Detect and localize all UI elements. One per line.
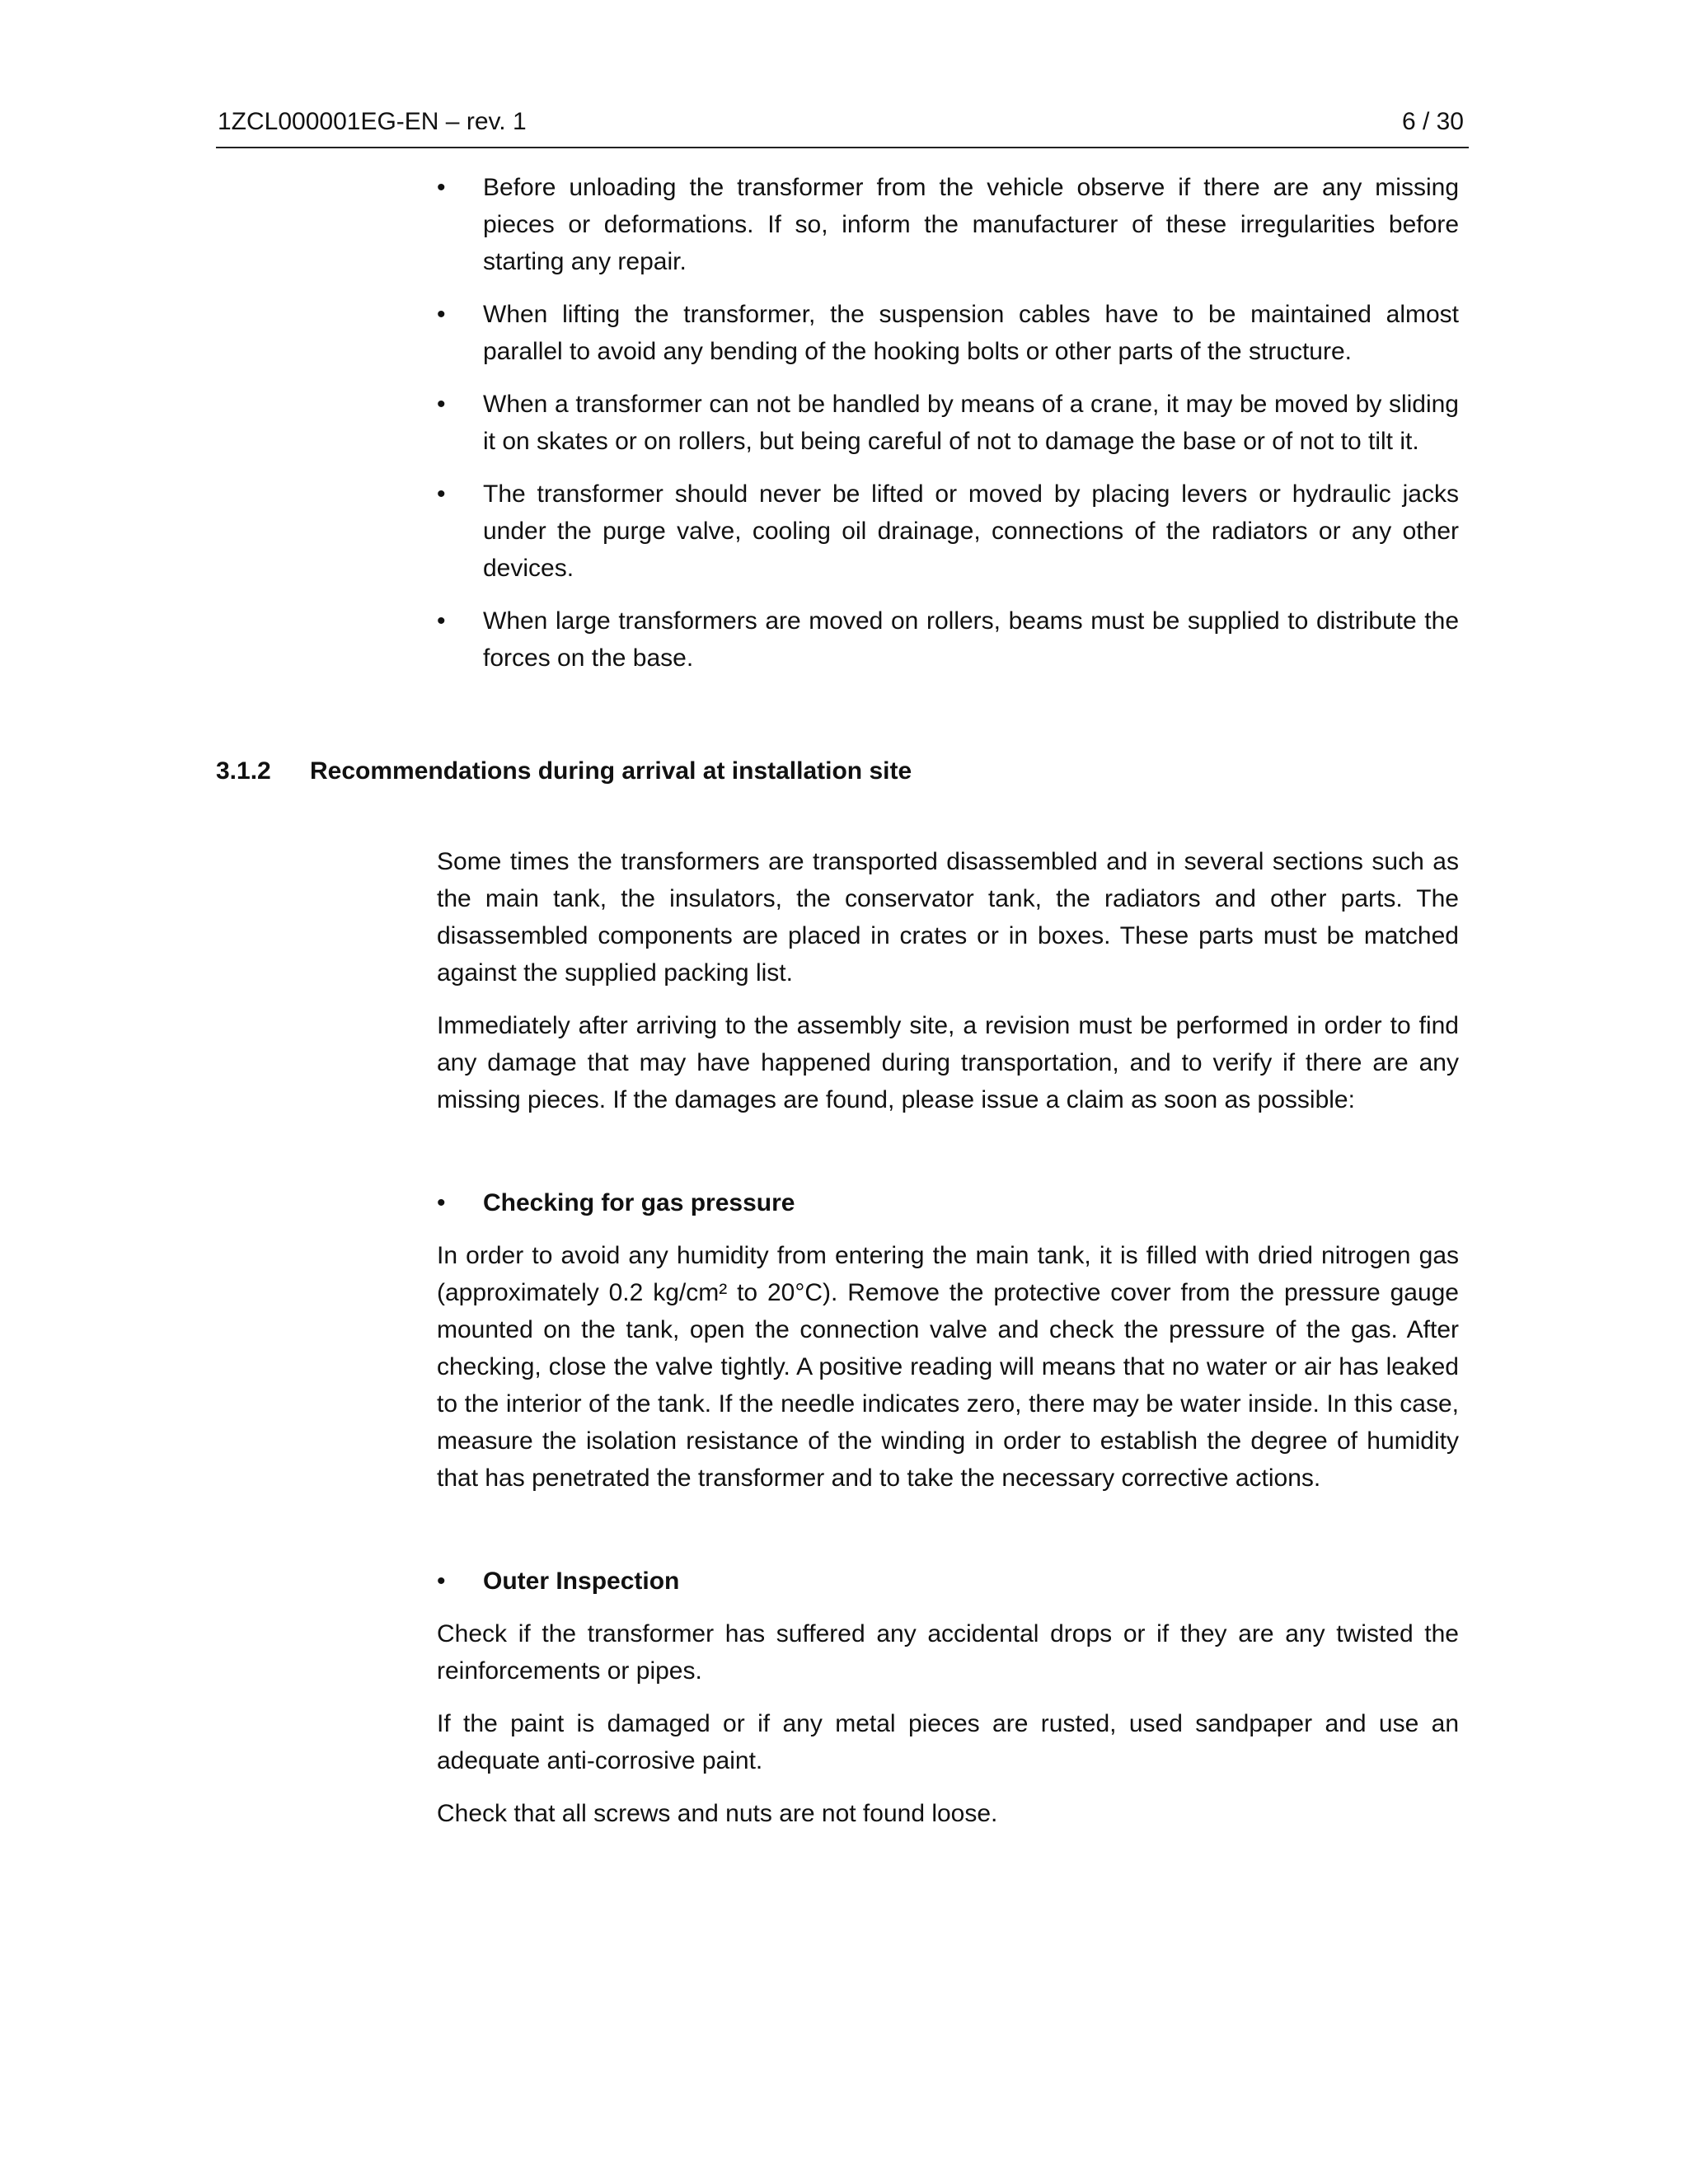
subheading-outer-inspection (437, 1563, 1459, 1600)
list-item-text: When a transformer can not be handled by means of a crane, it may be moved by sliding it on skates or on rollers, but being careful of not to damage the base or of not to tilt it. (483, 391, 1459, 455)
bullet-icon: • (437, 174, 446, 201)
page-number: 6 / 30 (1401, 108, 1464, 135)
list-item (437, 476, 1459, 587)
section-heading (216, 752, 1452, 790)
bullet-icon: • (437, 480, 446, 508)
list-item (437, 169, 1459, 280)
section-number: 3.1.2 (216, 757, 271, 785)
list-item-text: When lifting the transformer, the suspension cables have to be maintained almost parallel to avoid any bending of the hooking bolts or other parts of the structure. (483, 301, 1459, 365)
paragraph-outer-3: Check that all screws and nuts are not found loose. (437, 1800, 998, 1827)
spacer (437, 1134, 1459, 1184)
section-body (437, 843, 1459, 1848)
bullet-icon: • (437, 1568, 446, 1595)
page-header (216, 105, 1469, 148)
bullet-icon: • (437, 1189, 446, 1216)
subheading-text: Checking for gas pressure (483, 1189, 795, 1216)
spacer (437, 1512, 1459, 1563)
paragraph-gas-body: In order to avoid any humidity from entering the main tank, it is filled with dried nitrogen gas (approximately 0.2 kg/cm² to 20°C). Remove the protective cover from the pressure gauge mounted on the tank, open the connection valve and check the pressure of the gas. After checking, close the valve tightly. A positive reading will means that no water or air has leaked to the interior of the tank. If the needle indicates zero, there may be water inside. In this case, measure the isolation resistance of the winding in order to establish the degree of humidity that has penetrated the transformer and to take the necessary corrective actions. (437, 1242, 1459, 1492)
section-title: Recommendations during arrival at installation site (310, 757, 912, 785)
list-item (437, 296, 1459, 370)
paragraph-intro-1: Some times the transformers are transported disassembled and in several sections such as the main tank, the insulators, the conservator tank, the radiators and other parts. The disassembled components are placed in crates or in boxes. These parts must be matched against the supplied packing list. (437, 848, 1459, 987)
subheading-gas-pressure (437, 1184, 1459, 1221)
list-item-text: Before unloading the transformer from the vehicle observe if there are any missing pieces or deformations. If so, inform the manufacturer of these irregularities before starting any repair. (483, 174, 1459, 275)
bullet-icon: • (437, 607, 446, 635)
bullet-icon: • (437, 301, 446, 328)
subheading-text: Outer Inspection (483, 1568, 680, 1595)
bullet-icon: • (437, 391, 446, 418)
list-item (437, 386, 1459, 460)
paragraph-intro-2: Immediately after arriving to the assembly site, a revision must be performed in order to find any damage that may have happened during transportation, and to verify if there are any missing pieces. If the damages are found, please issue a claim as soon as possible: (437, 1012, 1459, 1113)
list-item-text: The transformer should never be lifted or moved by placing levers or hydraulic jacks under the purge valve, cooling oil drainage, connections of the radiators or any other devices. (483, 480, 1459, 582)
paragraph-outer-2: If the paint is damaged or if any metal pieces are rusted, used sandpaper and use an adequate anti-corrosive paint. (437, 1710, 1459, 1774)
list-item (437, 602, 1459, 677)
top-bullet-section (437, 169, 1459, 692)
paragraph-outer-1: Check if the transformer has suffered any accidental drops or if they are any twisted the reinforcements or pipes. (437, 1620, 1459, 1685)
document-id: 1ZCL000001EG-EN – rev. 1 (218, 108, 527, 135)
list-item-text: When large transformers are moved on rollers, beams must be supplied to distribute the forces on the base. (483, 607, 1459, 672)
bullet-list (437, 169, 1459, 677)
